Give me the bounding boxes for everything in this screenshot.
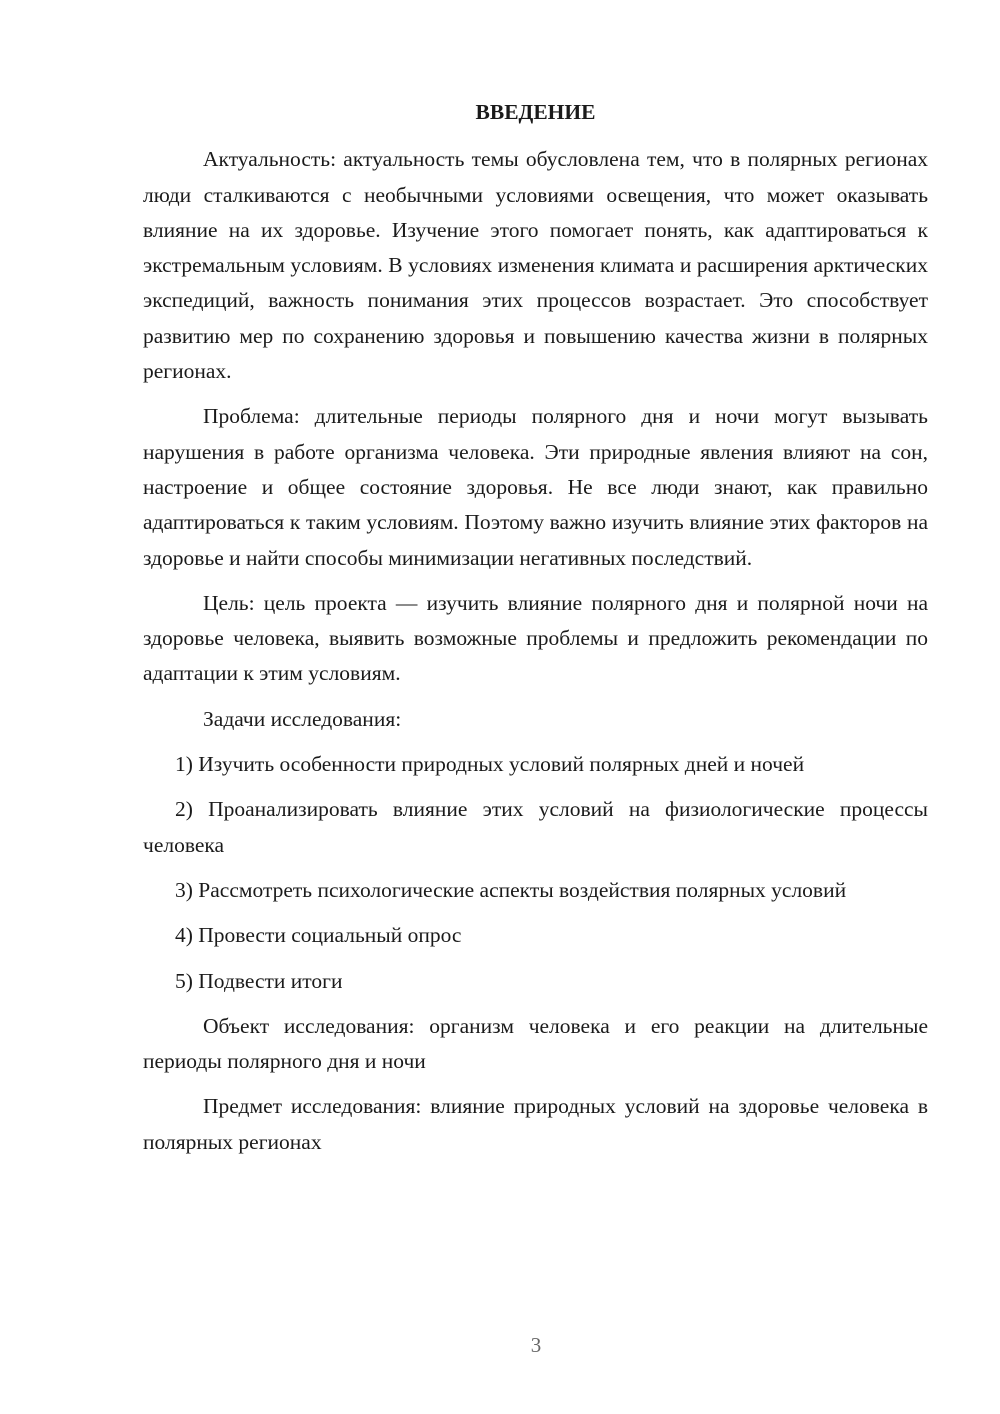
relevance-paragraph: Актуальность: актуальность темы обусловлена тем, что в полярных регионах люди сталкиваются с необычными условиями освещения, что может оказывать влияние на их здоровье. Изучение этого помогает понять, как адаптироваться к экстремальным условиям. В условиях изменения климата и расширения арктических экспедиций, важность понимания этих процессов возрастает. Это способствует развитию мер по сохранению здоровья и повышению качества жизни в полярных регионах. xyxy=(143,147,928,384)
subject-paragraph: Предмет исследования: влияние природных условий на здоровье человека в полярных регионах xyxy=(143,1094,928,1154)
section-title: ВВЕДЕНИЕ xyxy=(475,100,596,124)
tasks-heading: Задачи исследования: xyxy=(203,706,402,731)
task-item-3: 3) Рассмотреть психологические аспекты воздействия полярных условий xyxy=(175,877,847,902)
task-item-4: 4) Провести социальный опрос xyxy=(175,923,462,948)
problem-paragraph: Проблема: длительные периоды полярного дня и ночи могут вызывать нарушения в работе организма человека. Эти природные явления влияют на сон, настроение и общее состояние здоровья. Не все люди знают, как правильно адаптироваться к таким условиям. Поэтому важно изучить влияние этих факторов на здоровье и найти способы минимизации негативных последствий. xyxy=(143,404,928,570)
task-item-2: 2) Проанализировать влияние этих условий на физиологические процессы человека xyxy=(143,797,928,857)
object-paragraph: Объект исследования: организм человека и его реакции на длительные периоды полярного дня и ночи xyxy=(143,1013,928,1074)
task-item-5: 5) Подвести итоги xyxy=(175,968,343,993)
task-item-1: 1) Изучить особенности природных условий полярных дней и ночей xyxy=(175,752,805,777)
goal-paragraph: Цель: цель проекта — изучить влияние полярного дня и полярной ночи на здоровье человека, выявить возможные проблемы и предложить рекомендации по адаптации к этим условиям. xyxy=(143,590,928,686)
page-number: 3 xyxy=(530,1333,542,1357)
page-content xyxy=(143,95,928,1170)
